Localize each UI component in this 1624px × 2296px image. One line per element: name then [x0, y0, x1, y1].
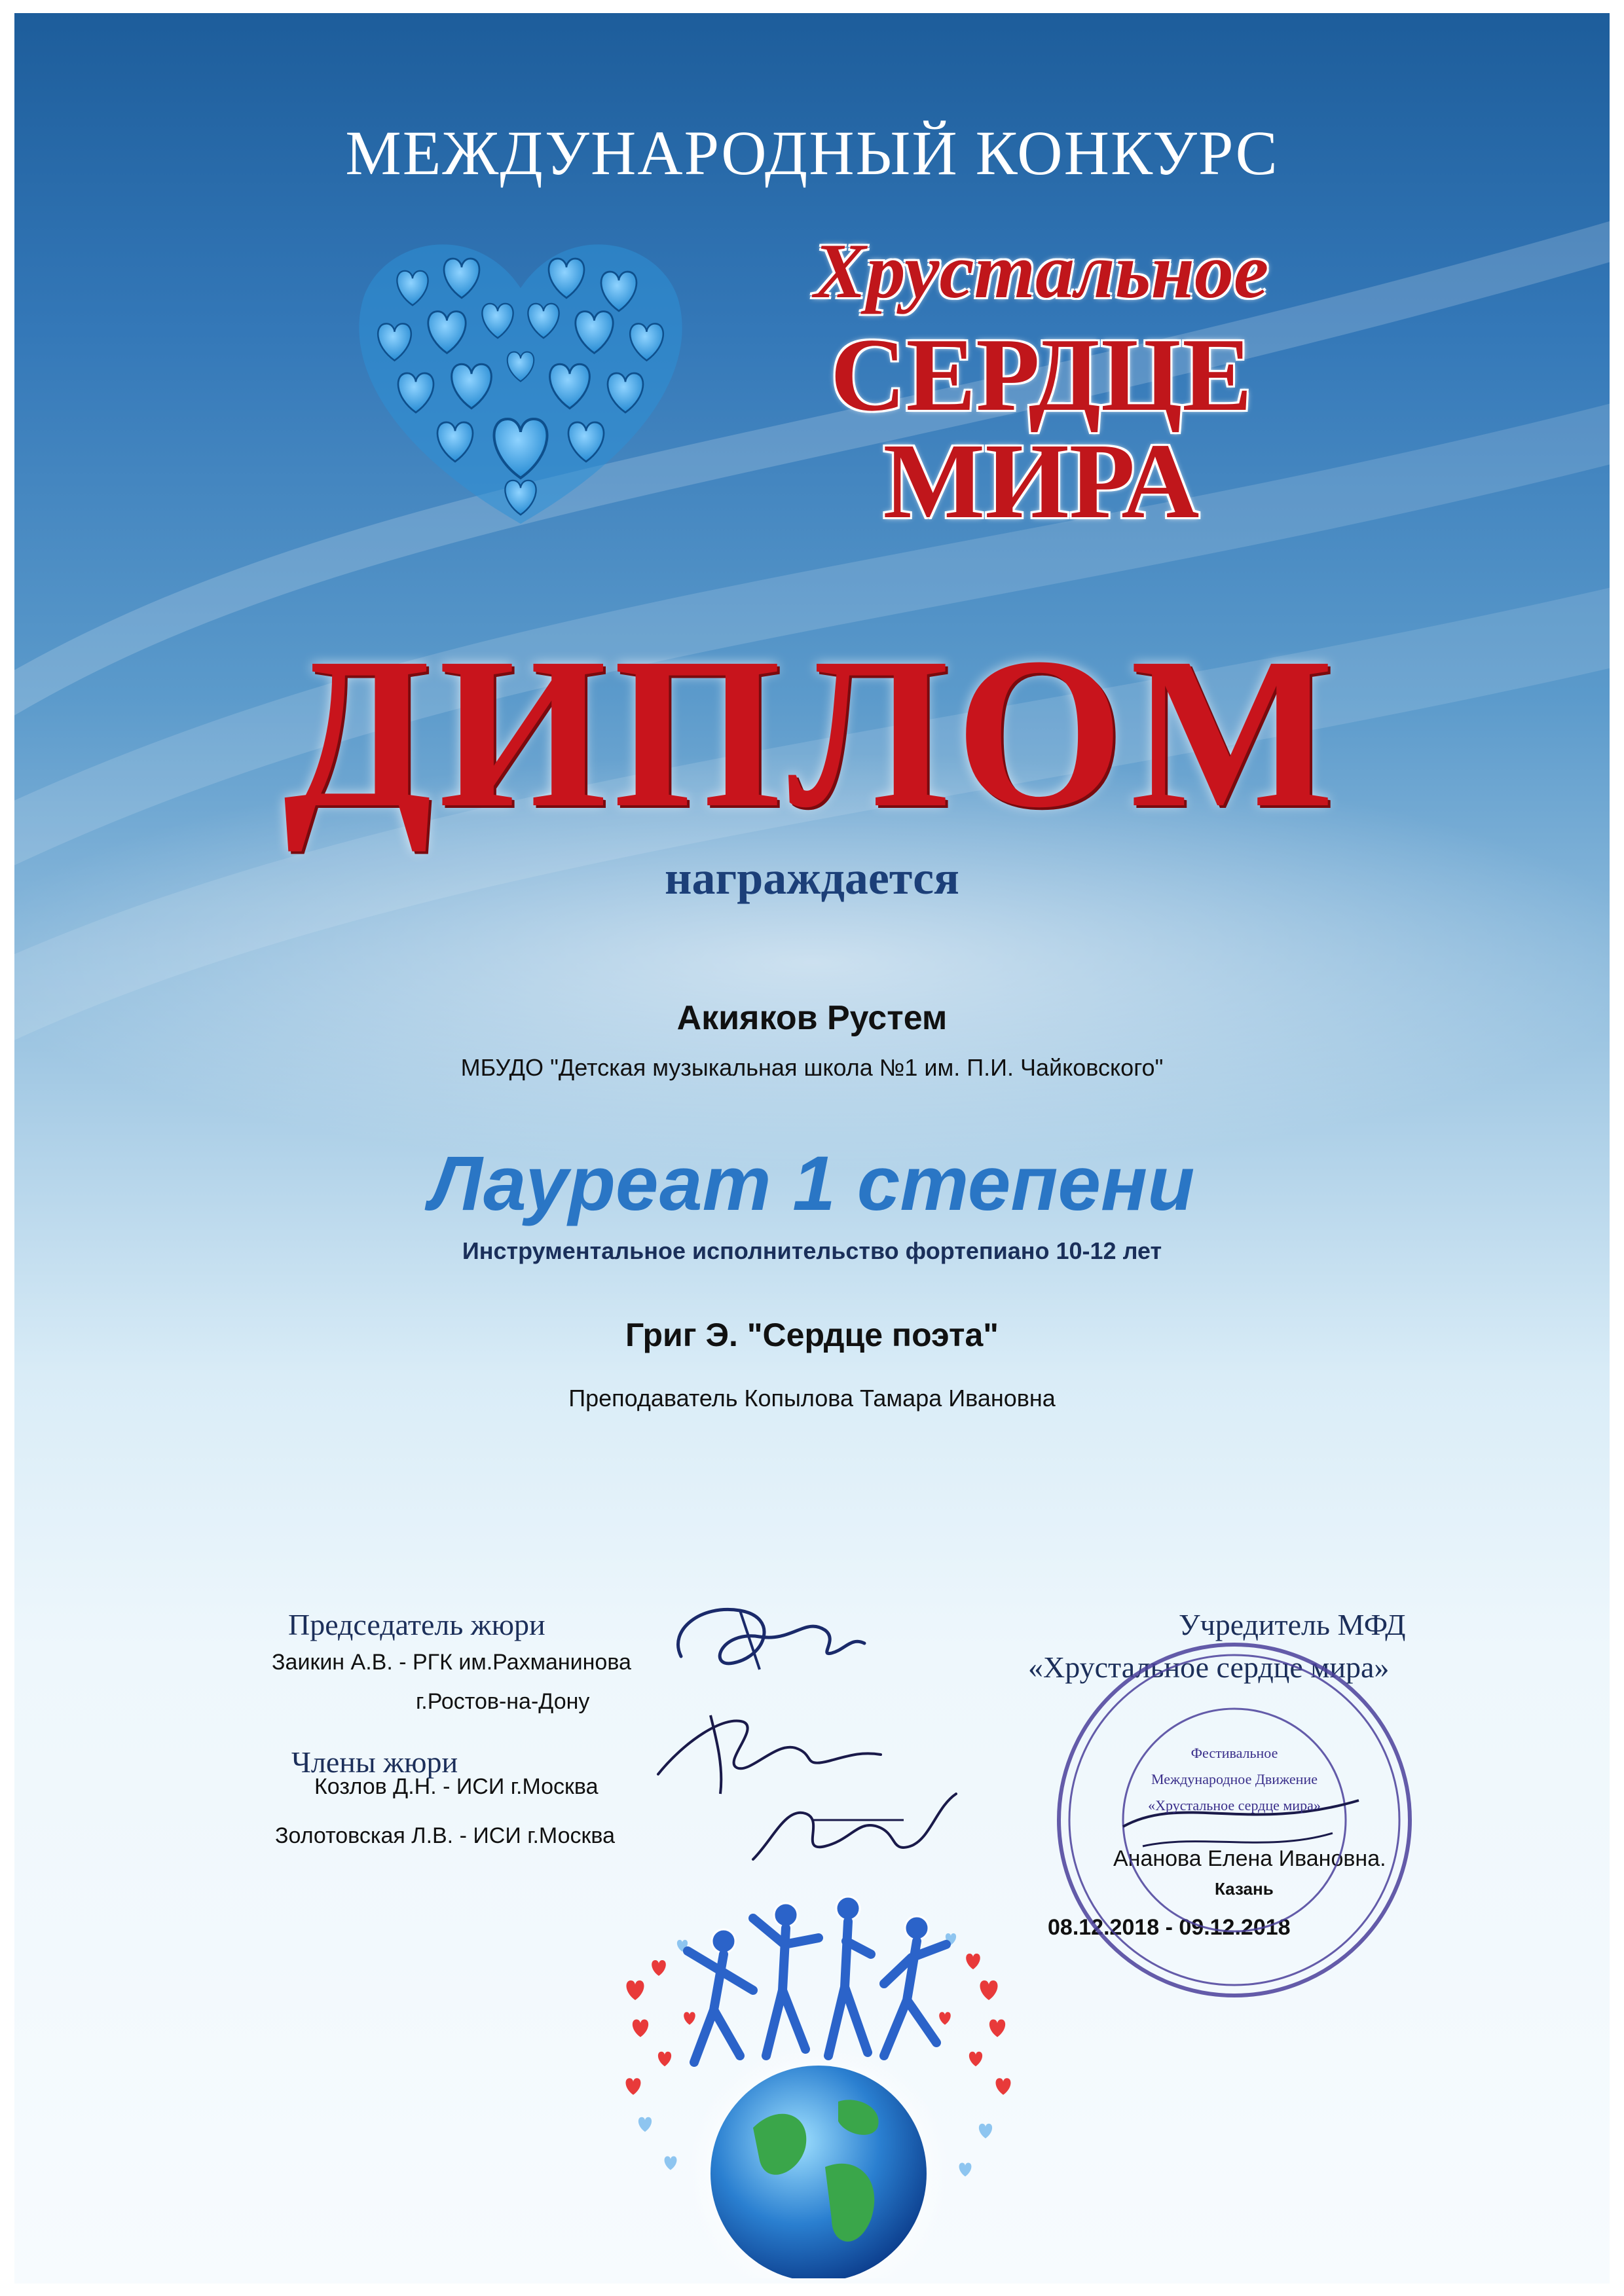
founder-city: Казань — [1215, 1879, 1274, 1899]
contest-title: МЕЖДУНАРОДНЫЙ КОНКУРС — [345, 118, 1279, 188]
stamp-line-1: Фестивальное — [1190, 1745, 1278, 1761]
diploma-heading: ДИПЛОМ — [283, 613, 1341, 852]
founder-name: Ананова Елена Ивановна. — [1113, 1846, 1386, 1871]
jury-chair-city: г.Ростов-на-Дону — [416, 1689, 590, 1714]
jury-chair-name: Заикин А.В. - РГК им.Рахманинова — [272, 1650, 631, 1675]
performed-piece: Григ Э. "Сердце поэта" — [625, 1317, 999, 1353]
official-stamp-icon — [1051, 1637, 1418, 2003]
brand-title-line-2: СЕРДЦЕ — [830, 316, 1253, 433]
awarded-label: награждается — [665, 852, 959, 904]
event-dates: 08.12.2018 - 09.12.2018 — [1048, 1915, 1291, 1940]
recipient-name: Акияков Рустем — [676, 999, 948, 1037]
heart-logo-icon — [344, 226, 697, 534]
member-2-signature-icon — [740, 1781, 976, 1879]
jury-chair-label: Председатель жюри — [288, 1608, 545, 1641]
award-title: Лауреат 1 степени — [429, 1140, 1195, 1227]
stamp-line-3: «Хрустальное сердце мира» — [1148, 1797, 1321, 1813]
globe-dancers-logo-icon — [609, 1879, 1028, 2278]
institution-name: МБУДО "Детская музыкальная школа №1 им. П.И. Чайковского" — [460, 1054, 1164, 1081]
brand-title-line-3: МИРА — [883, 421, 1200, 541]
founder-label: Учредитель МФД — [1179, 1608, 1406, 1641]
teacher-name: Преподаватель Копылова Тамара Ивановна — [568, 1385, 1056, 1412]
jury-member-1: Козлов Д.Н. - ИСИ г.Москва — [314, 1774, 599, 1799]
brand-title-line-1: Хрустальное — [813, 227, 1269, 314]
founder-org: «Хрустальное сердце мира» — [1028, 1650, 1390, 1684]
award-category: Инструментальное исполнительство фортепиано 10-12 лет — [462, 1237, 1162, 1264]
jury-members-label: Члены жюри — [291, 1745, 458, 1779]
chair-signature-icon — [661, 1591, 877, 1702]
stamp-line-2: Международное Движение — [1151, 1771, 1318, 1787]
jury-member-2: Золотовская Л.В. - ИСИ г.Москва — [275, 1823, 615, 1848]
